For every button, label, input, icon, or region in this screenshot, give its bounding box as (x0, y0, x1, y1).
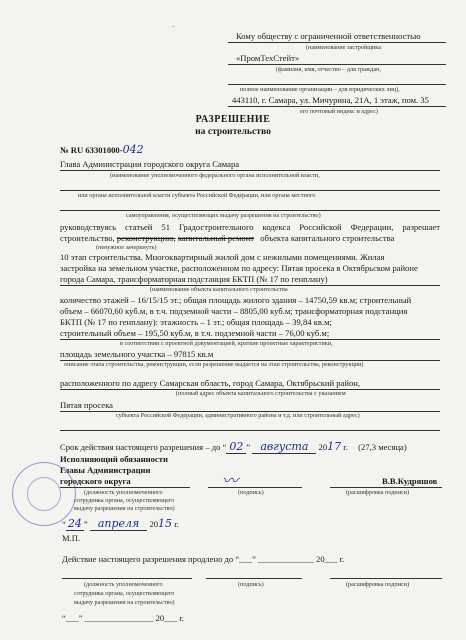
sig-date-century: 20 (149, 519, 159, 529)
ext-caption-position3: выдачу разрешения на строительство) (74, 599, 175, 606)
addressee-address: 443110, г. Самара, ул. Мичурина, 21А, 1 этаж, пом. 35 (232, 95, 429, 105)
sig-caption-signature: (подпись) (238, 489, 264, 496)
addressee-caption3: полное наименование организации – для юридических лиц), (240, 86, 400, 93)
document-title: РАЗРЕШЕНИЕ (195, 114, 271, 125)
sig-caption-position: (должность уполномоченного (84, 489, 163, 496)
authority-caption2: или органа исполнительной власти субъекта Российской Федерации, или органа местного (78, 192, 316, 199)
sig-date-month: апреля (90, 517, 147, 531)
signatory-line1: Исполняющий обязанности (60, 454, 168, 464)
document-subtitle: на строительство (195, 126, 271, 137)
sig-date-day: 24 (67, 517, 82, 530)
validity-year: 17 (327, 440, 342, 453)
basis-repair: капитальный ремонт (177, 233, 255, 243)
sig-date-year: 15 (158, 517, 173, 530)
ext-caption-position: (должность уполномоченного (84, 581, 163, 588)
basis-caption: (ненужное зачеркнуть) (96, 244, 157, 251)
address-line1: расположенного по адресу Самарская область, город Самара, Октябрьский район, (60, 378, 360, 388)
authority-caption3: самоуправления, осуществляющих выдачу разрешения на строительство) (126, 212, 321, 219)
address-line2: Пятая просека (60, 400, 113, 410)
object-line2: застройка на земельном участке, расположенном по адресу: Пятая просека в Октябрьском районе (60, 263, 418, 273)
basis-reconstruction: реконструкцию, (116, 233, 176, 243)
signatory-date: “ 24 ” апреля 2015 г. (62, 517, 179, 530)
ink-dot: · (172, 22, 175, 31)
validity-text: Срок действия настоящего разрешения – до “ (60, 442, 227, 452)
addressee-caption2: (фамилия, имя, отчество – для граждан, (276, 66, 381, 73)
sig-caption-position3: выдачу разрешения на строительство) (74, 505, 175, 512)
ext-caption-signature: (подпись) (238, 581, 264, 588)
object-caption3: описание этапа строительства, реконструкции, если разрешение выдается на этап строительства, реконструкции) (64, 361, 364, 368)
sig-caption-position2: сотрудника органа, осуществляющего (74, 497, 175, 504)
basis-line2 (60, 233, 394, 243)
object-caption1: (наименование объекта капитального строительства (150, 286, 288, 293)
signature-scribble: 〰 (222, 471, 239, 490)
object-line7: строительный объем – 195,50 куб.м, в т.ч. подземной части – 76,00 куб.м; (60, 328, 330, 338)
sig-date-g: г. (174, 519, 179, 529)
stamp-place-mp: М.П. (62, 533, 81, 543)
signatory-name: В.В.Кудряшов (382, 476, 438, 486)
extension-line: Действие настоящего разрешения продлено до “___” _____________ 20___ г. (62, 554, 345, 564)
object-line1: 10 этап строительства. Многоквартирный жилой дом с нежилыми помещениями. Жилая (60, 252, 385, 262)
address-caption1: (полный адрес объекта капитального строительства с указанием (176, 390, 346, 397)
object-line6: БКТП (№ 17 по генплану): этажность – 1 эт.; общая площадь – 39,84 кв.м; (60, 317, 332, 327)
signatory-line2: Главы Администрации (60, 465, 151, 475)
addressee-caption4: его почтовый индекс и адрес) (300, 108, 378, 115)
authority-caption1: (наименование уполномоченного федерального органа исполнительной власти, (110, 172, 320, 179)
basis-line1: руководствуясь статьей 51 Градостроительного кодекса Российской Федерации, разрешает (60, 222, 440, 232)
validity-century: 20 (318, 442, 328, 452)
basis-construction: строительство, (60, 233, 115, 243)
signatory-line3: городского округа (60, 476, 131, 486)
permit-number (60, 143, 144, 156)
validity-g: г. (343, 442, 349, 452)
object-line3: города Самара, трансформаторная подстанция БКТП (№ 17 по генплану) (60, 274, 328, 284)
authority-name: Глава Администрации городского округа Самара (60, 159, 240, 169)
permit-number-handwritten: 042 (122, 143, 144, 156)
object-caption2: в соответствии с проектной документацией, краткие проектные характеристики, (120, 340, 333, 347)
addressee-name: «ПромТехСтейт» (236, 53, 300, 63)
basis-object: объекта капитального строительства (260, 233, 395, 243)
validity-month: августа (252, 440, 316, 454)
object-line5: объем – 66070,60 куб.м, в т.ч. подземной части – 8805,00 куб.м; трансформаторная подстанция (60, 306, 408, 316)
addressee-line1: Кому обществу с ограниченной ответственностью (236, 31, 421, 41)
object-line4: количество этажей – 16/15/15 эт.; общая площадь жилого здания – 14750,59 кв.м; строительный (60, 295, 412, 305)
ext-caption-name: (расшифровка подписи) (346, 581, 410, 588)
validity-months: (27,3 месяца) (358, 442, 407, 452)
extension-date: “___” ________________ 20___ г. (62, 613, 184, 623)
permit-number-prefix: № RU 63301000- (60, 145, 123, 155)
address-caption2: субъекта Российской Федерации, административного района и т.д. или строительный адрес) (116, 412, 360, 419)
object-line8: площадь земельного участка – 97815 кв.м (60, 349, 214, 359)
validity-line (60, 440, 407, 453)
validity-quote: ” (246, 442, 251, 452)
sig-caption-name: (расшифровка подписи) (346, 489, 410, 496)
validity-day: 02 (226, 440, 246, 454)
ext-caption-position2: сотрудника органа, осуществляющего (74, 590, 175, 597)
addressee-caption1: (наименование застройщика (306, 44, 381, 51)
